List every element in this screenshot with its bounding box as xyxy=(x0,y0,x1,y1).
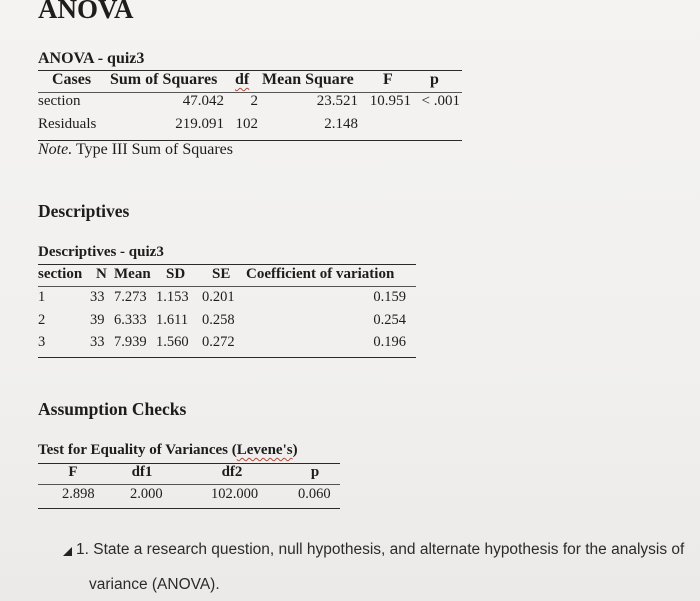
levene-title-main: Test for Equality of Variances ( xyxy=(38,442,237,458)
desc-row1-n: 33 xyxy=(90,289,105,305)
desc-header-mean: Mean xyxy=(114,266,151,282)
anova-header-cases: Cases xyxy=(52,71,92,88)
anova-note xyxy=(38,141,233,159)
desc-row2-cv: 0.254 xyxy=(373,312,406,328)
page-title: ANOVA xyxy=(38,0,134,24)
anova-header-ss: Sum of Squares xyxy=(110,71,218,88)
anova-header-f: F xyxy=(383,71,393,88)
assumption-checks-heading: Assumption Checks xyxy=(38,399,187,419)
levene-title-levene: Levene's xyxy=(236,442,293,458)
desc-row1-mean: 7.273 xyxy=(114,289,147,305)
descriptives-heading: Descriptives xyxy=(38,201,130,221)
levene-value-df1: 2.000 xyxy=(130,486,163,502)
anova-header-ms: Mean Square xyxy=(262,71,354,88)
levene-header-df1: df1 xyxy=(131,464,153,480)
desc-row3-sd: 1.560 xyxy=(156,334,189,350)
anova-row-section-f: 10.951 xyxy=(369,93,411,109)
desc-row2-mean: 6.333 xyxy=(114,312,147,328)
desc-row2-n: 39 xyxy=(90,312,105,328)
desc-row3-cv: 0.196 xyxy=(373,334,406,350)
desc-row1-cv: 0.159 xyxy=(373,289,406,305)
anova-row-residuals-ss: 219.091 xyxy=(175,116,224,132)
anova-row-section-case: section xyxy=(38,93,81,109)
anova-header-df: df xyxy=(235,71,250,88)
anova-row-section-df: 2 xyxy=(250,93,258,109)
levene-value-df2: 102.000 xyxy=(211,486,259,502)
desc-row3-mean: 7.939 xyxy=(114,334,147,350)
desc-row3-n: 33 xyxy=(90,334,105,350)
descriptives-bottom-rule xyxy=(38,357,416,358)
levene-header-df2: df2 xyxy=(221,464,243,480)
anova-top-rule xyxy=(38,70,462,71)
desc-row3-se: 0.272 xyxy=(202,334,235,350)
question-line-2: variance (ANOVA). xyxy=(89,576,220,593)
desc-header-se: SE xyxy=(212,266,231,282)
desc-header-n: N xyxy=(96,266,107,282)
descriptives-header-rule xyxy=(38,286,416,287)
anova-row-residuals-df: 102 xyxy=(235,116,258,132)
desc-row2-sd: 1.611 xyxy=(156,312,189,328)
collapse-triangle-icon[interactable] xyxy=(63,547,72,556)
descriptives-top-rule xyxy=(38,264,416,265)
levene-header-p: p xyxy=(310,464,320,480)
levene-title-end: ) xyxy=(292,442,298,458)
anova-note-text: Type III Sum of Squares xyxy=(75,141,234,158)
anova-row-residuals-case: Residuals xyxy=(38,116,97,132)
desc-row1-se: 0.201 xyxy=(202,289,235,305)
levene-value-f: 2.898 xyxy=(62,486,95,502)
anova-row-section-ms: 23.521 xyxy=(316,93,358,109)
question-text-1: State a research question, null hypothesis, and alternate hypothesis for the analysis of xyxy=(93,541,685,558)
desc-header-cv: Coefficient of variation xyxy=(246,266,395,282)
descriptives-table-title: Descriptives - quiz3 xyxy=(38,244,164,260)
levene-bottom-rule xyxy=(38,508,340,509)
desc-row2-section: 2 xyxy=(38,312,46,328)
anova-row-section-p: < .001 xyxy=(421,93,460,109)
levene-value-p: 0.060 xyxy=(298,486,331,502)
anova-row-section-ss: 47.042 xyxy=(182,93,224,109)
desc-row1-sd: 1.153 xyxy=(156,289,189,305)
desc-header-sd: SD xyxy=(166,266,186,282)
desc-row1-section: 1 xyxy=(38,289,46,305)
levene-header-f: F xyxy=(68,464,78,480)
levene-header-rule xyxy=(38,484,340,485)
anova-row-residuals-ms: 2.148 xyxy=(324,116,358,132)
question-number: 1. xyxy=(76,541,89,558)
anova-note-label: Note. xyxy=(38,141,73,158)
anova-header-p: p xyxy=(430,71,439,88)
anova-table-title: ANOVA - quiz3 xyxy=(38,50,145,67)
levene-table-title xyxy=(38,442,298,459)
desc-header-section: section xyxy=(38,266,83,282)
question-line-1 xyxy=(76,541,684,559)
desc-row3-section: 3 xyxy=(38,334,46,350)
desc-row2-se: 0.258 xyxy=(202,312,235,328)
